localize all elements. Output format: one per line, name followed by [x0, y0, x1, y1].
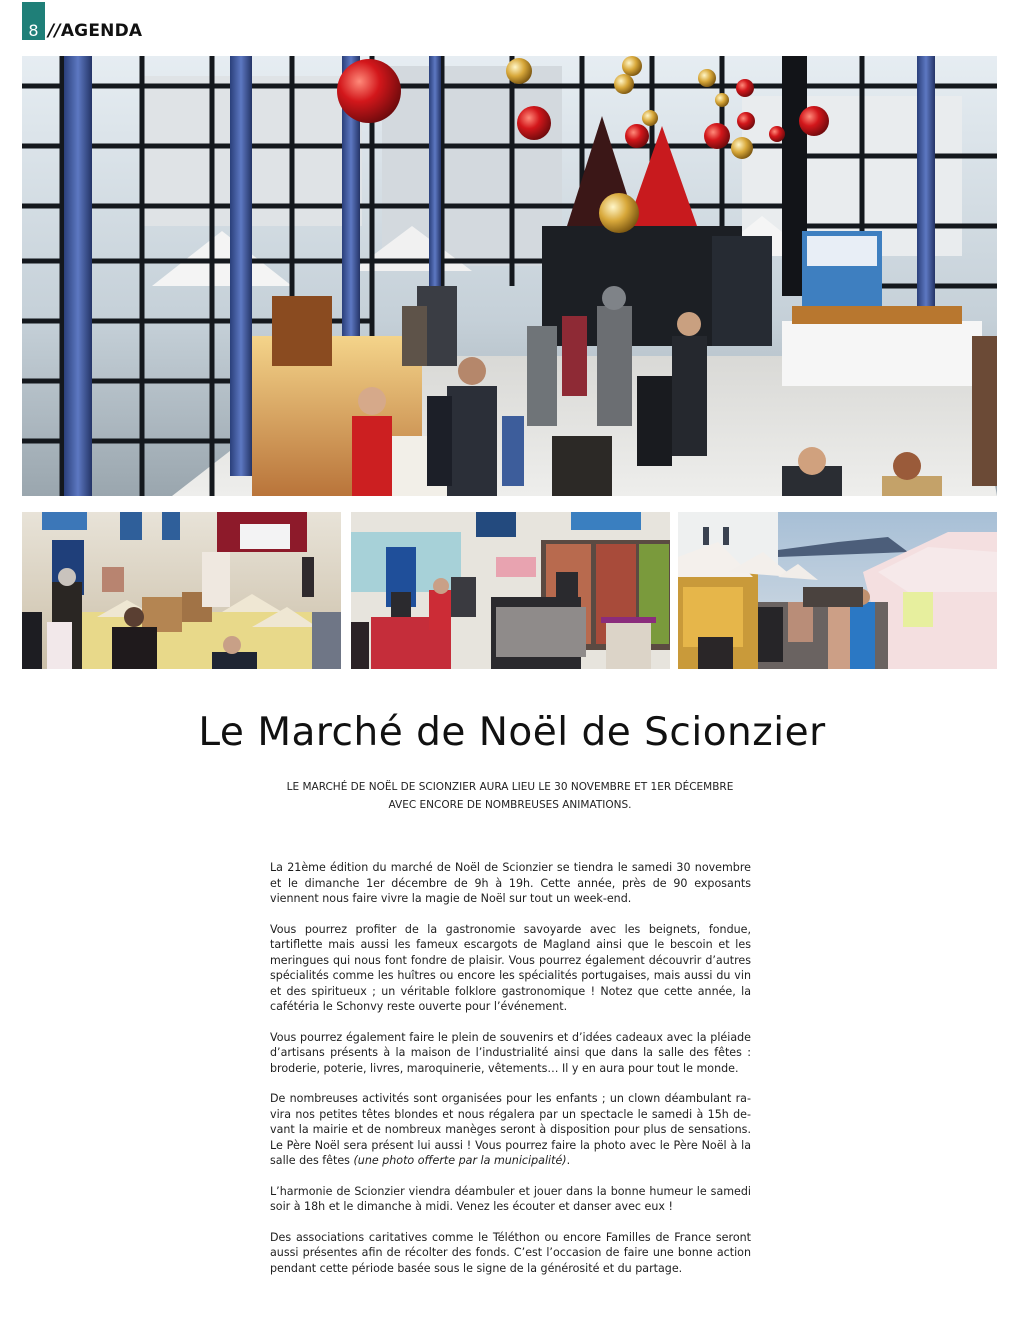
article-lead [200, 778, 820, 814]
thumbnail-photo-outdoor-tents [678, 512, 997, 669]
article-lead-line-1: LE MARCHÉ DE NOËL DE SCIONZIER AURA LIEU LE 30 NOVEMBRE ET 1ER DÉCEMBRE [286, 781, 734, 793]
section-label [48, 22, 142, 40]
paragraph-edition: La 21ème édition du marché de Noël de Scionzier se tiendra le samedi 30 novembre et le dimanche 1er décembre de 9h à 19h. Cette année, près de 90 exposants viennent nous faire vivre la magie de Noël sur tout un week-end. [270, 861, 751, 905]
paragraph-kids-activities [270, 1091, 751, 1169]
paragraph-souvenirs: Vous pourrez également faire le plein de souvenirs et d’idées cadeaux avec la pléiade d’artisans présents à la maison de l’industrialité ainsi que dans la salle des fêtes : broderie, poterie, livres, maroquinerie, vêtements… Il y en aura pour tout le monde. [270, 1030, 751, 1075]
thumbnail-photo-craft-stalls [351, 512, 670, 669]
nativity-hall-photo-image [22, 512, 341, 669]
paragraph-charity: Des associations caritatives comme le Téléthon ou encore Familles de France seront aussi présentes afin de récolter des fonds. C’est l’occasion de faire une bonne action pendant cette période basée sous le signe de la générosité et du partage. [270, 1230, 751, 1275]
market-hall-photo-image [22, 56, 997, 496]
page-number: 8 [22, 2, 45, 40]
outdoor-tents-photo-image [678, 512, 997, 669]
paragraph-gastronomy: Vous pourrez profiter de la gastronomie savoyarde avec les beignets, fondue, tartiflette mais aussi les fameux escargots de Magland ainsi que le bescoin et les meringues qui nous font fondre de plaisir. Vous pourrez également découvrir d’autres spécialités comme les huîtres ou encore les spécialités portugaises, mais aussi du vin et des spiritueux ; un véritable folklore gastronomique ! Notez que cette année, la cafétéria le Schonvy reste ouverte pour l’événement. [270, 922, 751, 1013]
article-title: Le Marché de Noël de Scionzier [198, 710, 826, 755]
craft-stalls-photo-image [351, 512, 670, 669]
main-photo [22, 56, 997, 496]
kids-end: . [566, 1154, 571, 1167]
kids-text: De nombreuses activités sont organisées pour les enfants ; un clown déambulant ravira nos petites têtes blondes et nous régalera par un spectacle le samedi à 15h devant la mairie et de nombreux manèges seront à disposition pour plus de sensations. Le Père Noël sera présent lui aussi ! Vous pourrez faire la photo avec le Père Noël à la salle des fêtes [270, 1092, 751, 1167]
paragraph-harmonie: L’harmonie de Scionzier viendra déambuler et jouer dans la bonne humeur le samedi soir à 18h et le dimanche à midi. Venez les écouter et danser avec eux ! [270, 1184, 751, 1213]
article-body [270, 860, 751, 1291]
section-prefix: // [48, 21, 61, 41]
page-header [22, 0, 142, 40]
article-lead-line-2: AVEC ENCORE DE NOMBREUSES ANIMATIONS. [388, 799, 632, 811]
kids-photo-note: (une photo offerte par la municipalité) [353, 1154, 567, 1167]
thumbnail-photo-nativity-hall [22, 512, 341, 669]
section-name: AGENDA [60, 21, 143, 41]
